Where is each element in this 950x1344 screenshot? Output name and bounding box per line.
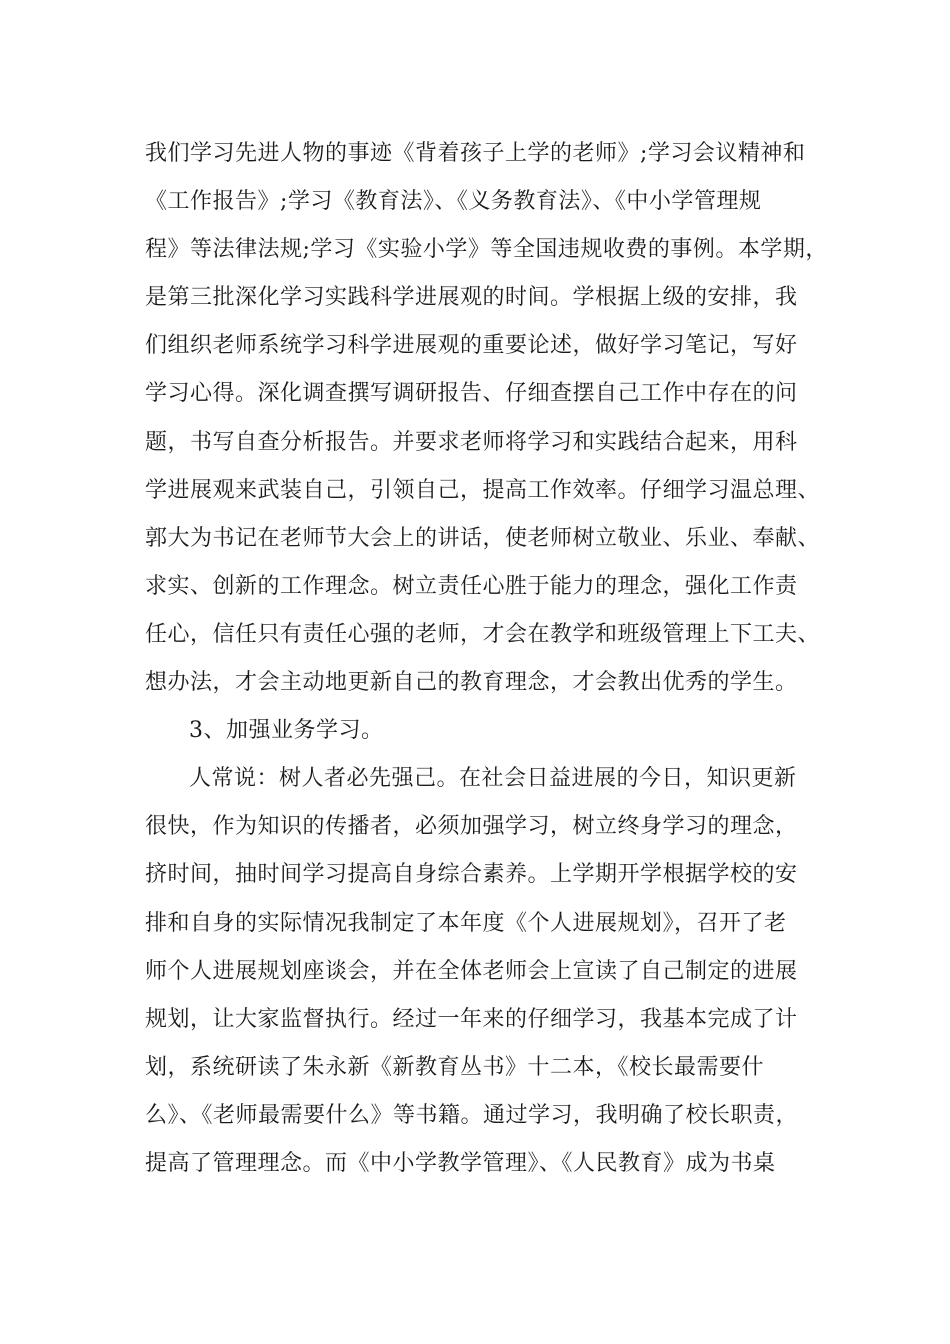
text-line: 很快，作为知识的传播者，必须加强学习，树立终身学习的理念， [145, 814, 798, 840]
text-line: 排和自身的实际情况我制定了本年度《个人进展规划》，召开了老 [145, 910, 787, 936]
text-line: 程》等法律法规;学习《实验小学》等全国违规收费的事例。本学期， [145, 237, 828, 263]
text-line: 想办法，才会主动地更新自己的教育理念，才会教出优秀的学生。 [145, 670, 798, 696]
text-line: 任心，信任只有责任心强的老师，才会在教学和班级管理上下工夫、 [145, 621, 821, 647]
text-line: 规划，让大家监督执行。经过一年来的仔细学习，我基本完成了计 [145, 1006, 798, 1032]
text-line: 我们学习先进人物的事迹《背着孩子上学的老师》;学习会议精神和 [145, 141, 806, 166]
text-line: 挤时间，抽时间学习提高自身综合素养。上学期开学根据学校的安 [145, 862, 798, 888]
text-line: 提高了管理理念。而《中小学教学管理》、《人民教育》成为书桌 [145, 1150, 776, 1176]
text-line: 师个人进展规划座谈会，并在全体老师会上宣读了自己制定的进展 [145, 958, 798, 984]
text-line: 学进展观来武装自己，引领自己，提高工作效率。仔细学习温总理、 [145, 477, 821, 503]
text-line: 郭大为书记在老师节大会上的讲话，使老师树立敬业、乐业、奉献、 [145, 525, 821, 551]
text-line: 学习心得。深化调查撰写调研报告、仔细查摆自己工作中存在的问 [145, 381, 798, 407]
text-line: 《工作报告》;学习《教育法》、《义务教育法》、《中小学管理规 [145, 189, 762, 215]
section-heading: 3、加强业务学习。 [189, 718, 384, 744]
text-line: 人常说：树人者必先强己。在社会日益进展的今日，知识更新 [189, 766, 797, 792]
body-text [145, 130, 828, 1188]
text-line: 划，系统研读了朱永新《新教育丛书》十二本，《校长最需要什 [145, 1054, 765, 1080]
text-line: 题，书写自查分析报告。并要求老师将学习和实践结合起来，用科 [145, 429, 798, 455]
text-line: 求实、创新的工作理念。树立责任心胜于能力的理念，强化工作责 [145, 573, 798, 599]
text-line: 么》、《老师最需要什么》等书籍。通过学习，我明确了校长职责， [145, 1102, 799, 1128]
text-line: 们组织老师系统学习科学进展观的重要论述，做好学习笔记，写好 [145, 333, 798, 359]
text-line: 是第三批深化学习实践科学进展观的时间。学根据上级的安排，我 [145, 285, 798, 311]
